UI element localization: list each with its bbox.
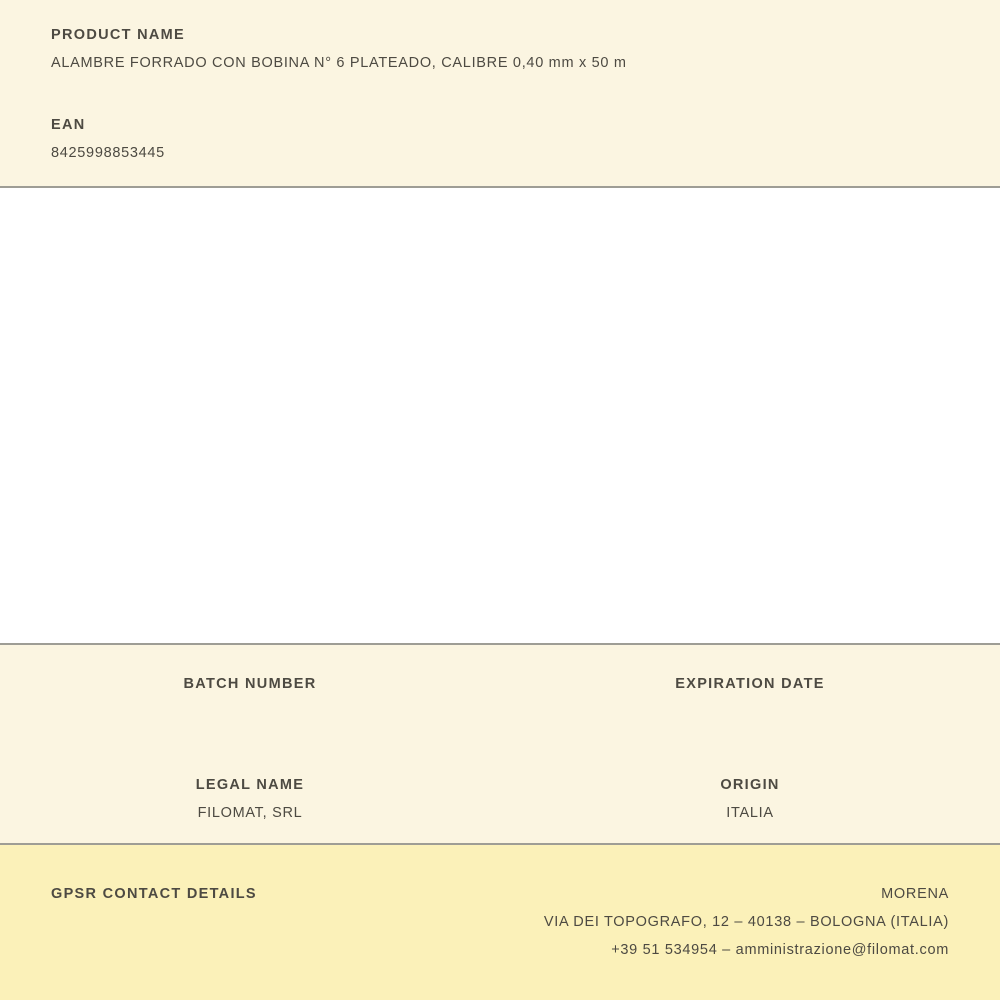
legal-name-value: FILOMAT, SRL (197, 805, 303, 821)
gpsr-contact-name: MORENA (881, 886, 949, 902)
ean-value: 8425998853445 (51, 145, 165, 161)
batch-expiration-row (0, 676, 1000, 704)
product-name-value: ALAMBRE FORRADO CON BOBINA N° 6 PLATEADO, CALIBRE 0,40 mm x 50 m (51, 55, 627, 71)
product-header-section (0, 0, 1000, 186)
gpsr-contact-phone-email: +39 51 534954 – amministrazione@filomat.com (611, 942, 949, 958)
gpsr-contact-section (0, 845, 1000, 1000)
ean-label: EAN (51, 117, 86, 133)
gpsr-contact-address: VIA DEI TOPOGRAFO, 12 – 40138 – BOLOGNA (ITALIA) (543, 914, 949, 930)
gpsr-contact-info (544, 886, 949, 970)
legal-name-block (0, 777, 500, 822)
origin-label: ORIGIN (720, 777, 780, 793)
batch-number-label: BATCH NUMBER (183, 676, 317, 692)
batch-block (0, 676, 500, 704)
details-section (0, 645, 1000, 843)
product-name-block (51, 27, 949, 72)
product-name-label: PRODUCT NAME (51, 27, 186, 43)
origin-value: ITALIA (726, 805, 774, 821)
expiration-block (500, 676, 1000, 704)
product-image-area (0, 188, 1000, 643)
ean-block (51, 117, 949, 162)
gpsr-contact-label: GPSR CONTACT DETAILS (51, 886, 257, 902)
expiration-date-label: EXPIRATION DATE (675, 676, 825, 692)
legal-name-label: LEGAL NAME (195, 777, 305, 793)
origin-block (500, 777, 1000, 822)
legal-origin-row (0, 777, 1000, 822)
